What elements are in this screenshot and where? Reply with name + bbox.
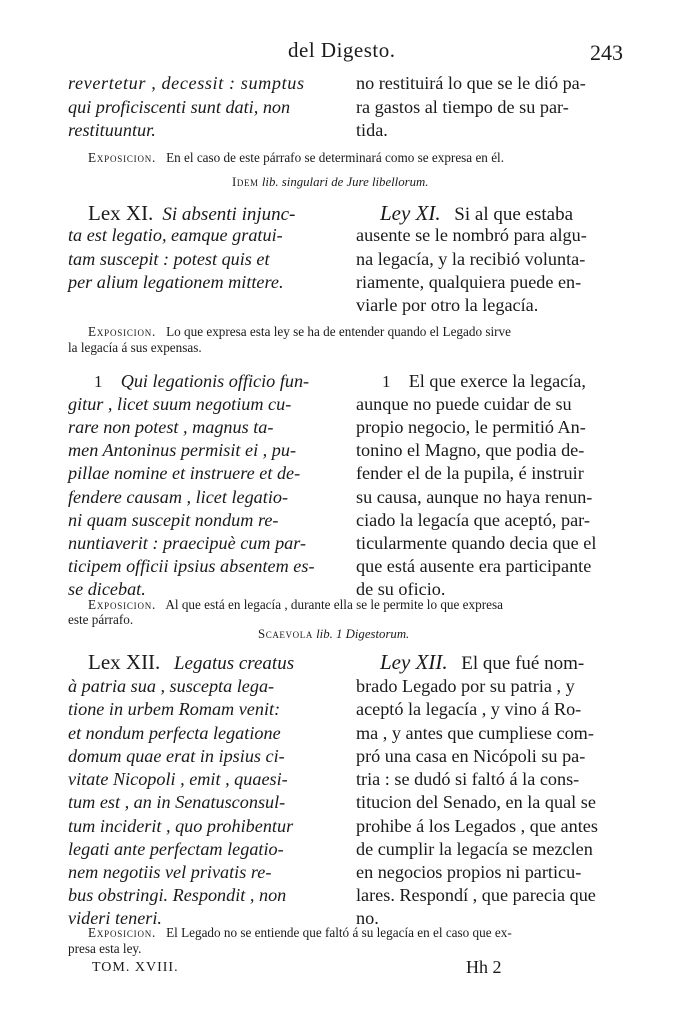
latin-line: Si absenti injunc- (162, 204, 296, 225)
latin-line: per alium legationem mittere. (68, 272, 284, 292)
latin-line: gitur , licet suum negotium cu- (68, 394, 292, 414)
exposition-text: Al que está en legacía , durante ella se le permite lo que expresa (165, 597, 503, 612)
exposition-note (88, 596, 503, 613)
spanish-line: tida. (356, 120, 388, 140)
exposition-label: Exposicion. (88, 925, 157, 940)
spanish-line: ciado la legacía que aceptó, par- (356, 510, 590, 530)
spanish-line: en negocios propios ni particu- (356, 862, 582, 882)
exposition-label: Exposicion. (88, 597, 157, 612)
attribution-author: Idem (232, 175, 259, 189)
spanish-line: ma , y antes que cumpliese com- (356, 723, 594, 743)
spanish-line: El que exerce la legacía, (408, 371, 586, 391)
lex-heading: Lex XII. (88, 650, 161, 674)
spanish-line: aceptó la legacía , y vino á Ro- (356, 699, 582, 719)
spanish-line: lares. Respondí , que parecia que (356, 885, 596, 905)
paragraph-number: 1 (94, 372, 103, 391)
spanish-line: viarle por otro la legacía. (356, 295, 539, 315)
spanish-line: riamente, qualquiera puede en- (356, 272, 582, 292)
ley-heading: Ley XI. (380, 201, 441, 225)
running-header-title: del Digesto. (288, 38, 396, 62)
exposition-text-continued: este párrafo. (68, 612, 134, 627)
latin-heading-line (88, 651, 294, 675)
latin-line: tum est , an in Senatusconsul- (68, 792, 286, 812)
latin-line: rare non potest , magnus ta- (68, 417, 274, 437)
spanish-line: propio negocio, le permitió An- (356, 417, 586, 437)
latin-line: revertetur , decessit : sumptus (68, 73, 305, 93)
latin-line: Qui legationis officio fun- (120, 371, 310, 391)
spanish-line: ausente se le nombró para algu- (356, 225, 587, 245)
latin-heading-line (94, 370, 309, 393)
spanish-line: ra gastos al tiempo de su par- (356, 97, 569, 117)
exposition-text: Lo que expresa esta ley se ha de entender quando el Legado sirve (166, 324, 511, 339)
latin-line: se dicebat. (68, 579, 146, 599)
spanish-heading-line (380, 651, 584, 675)
latin-line: nem negotiis vel privatis re- (68, 862, 272, 882)
spanish-line: na legacía, y la recibió volunta- (356, 249, 586, 269)
exposition-text-continued: presa esta ley. (68, 941, 142, 956)
latin-line: restituuntur. (68, 120, 156, 140)
spanish-line: tria : se dudó si faltó á la cons- (356, 769, 580, 789)
latin-heading-line (88, 202, 295, 226)
latin-line: videri teneri. (68, 908, 162, 928)
source-attribution (232, 175, 428, 190)
lex-heading: Lex XI. (88, 201, 154, 225)
spanish-line: que está ausente era participante (356, 556, 592, 576)
spanish-line: tonino el Magno, que podia de- (356, 440, 585, 460)
spanish-line: pró una casa en Nicópoli su pa- (356, 746, 586, 766)
spanish-line: su causa, aunque no haya renun- (356, 487, 593, 507)
spanish-line: El que fué nom- (461, 653, 585, 674)
latin-line: pillae nomine et instruere et de- (68, 463, 301, 483)
latin-line: Legatus creatus (173, 653, 295, 674)
spanish-heading-line (380, 202, 573, 226)
spanish-line: prohibe á los Legados , que antes (356, 816, 598, 836)
spanish-line: de cumplir la legacía se mezclen (356, 839, 593, 859)
latin-line: tione in urbem Romam venit: (68, 699, 281, 719)
latin-line: vitate Nicopoli , emit , quaesi- (68, 769, 288, 789)
attribution-author: Scaevola (258, 627, 313, 641)
source-attribution (258, 627, 409, 642)
exposition-text: En el caso de este párrafo se determinará como se expresa en él. (166, 150, 505, 165)
spanish-line: aunque no puede cuidar de su (356, 394, 572, 414)
spanish-line: Si al que estaba (454, 204, 574, 225)
latin-line: à patria sua , suscepta lega- (68, 676, 275, 696)
latin-line: fendere causam , licet legatio- (68, 487, 289, 507)
spanish-line: no restituirá lo que se le dió pa- (356, 73, 586, 93)
latin-line: domum quae erat in ipsius ci- (68, 746, 285, 766)
latin-line: ni quam suscepit nondum re- (68, 510, 279, 530)
attribution-source: lib. singulari de Jure libellorum. (261, 175, 429, 189)
latin-line: ta est legatio, eamque gratui- (68, 225, 283, 245)
latin-line: bus obstringi. Respondit , non (68, 885, 287, 905)
paragraph-number: 1 (382, 372, 391, 391)
exposition-text-continued: la legacía á sus expensas. (68, 340, 202, 355)
spanish-heading-line (382, 370, 586, 393)
latin-line: legati ante perfectam legatio- (68, 839, 284, 859)
spanish-line: brado Legado por su patria , y (356, 676, 575, 696)
latin-line: qui proficiscenti sunt dati, non (68, 97, 291, 117)
spanish-line: no. (356, 908, 379, 928)
latin-line: et nondum perfecta legatione (68, 723, 281, 743)
exposition-note (88, 924, 512, 941)
page-number: 243 (590, 40, 623, 65)
exposition-label: Exposicion. (88, 324, 157, 339)
latin-line: tam suscepit : potest quis et (68, 249, 270, 269)
spanish-line: fender el de la pupila, é instruir (356, 463, 584, 483)
spanish-line: ticularmente quando decia que el (356, 533, 597, 553)
spanish-line: titucion del Senado, en la qual se (356, 792, 596, 812)
ley-heading: Ley XII. (380, 650, 448, 674)
exposition-text: El Legado no se entiende que faltó á su legacía en el caso que ex- (166, 925, 512, 940)
exposition-note (88, 149, 504, 166)
signature-mark: Hh 2 (466, 957, 502, 977)
latin-line: tum inciderit , quo prohibentur (68, 816, 294, 836)
latin-line: nuntiaverit : praecipuè cum par- (68, 533, 307, 553)
latin-line: men Antoninus permisit ei , pu- (68, 440, 297, 460)
volume-marker: TOM. XVIII. (92, 960, 179, 975)
exposition-label: Exposicion. (88, 150, 157, 165)
attribution-source: lib. 1 Digestorum. (316, 627, 410, 641)
spanish-line: de su oficio. (356, 579, 446, 599)
exposition-note (88, 323, 511, 340)
latin-line: ticipem officii ipsius absentem es- (68, 556, 315, 576)
